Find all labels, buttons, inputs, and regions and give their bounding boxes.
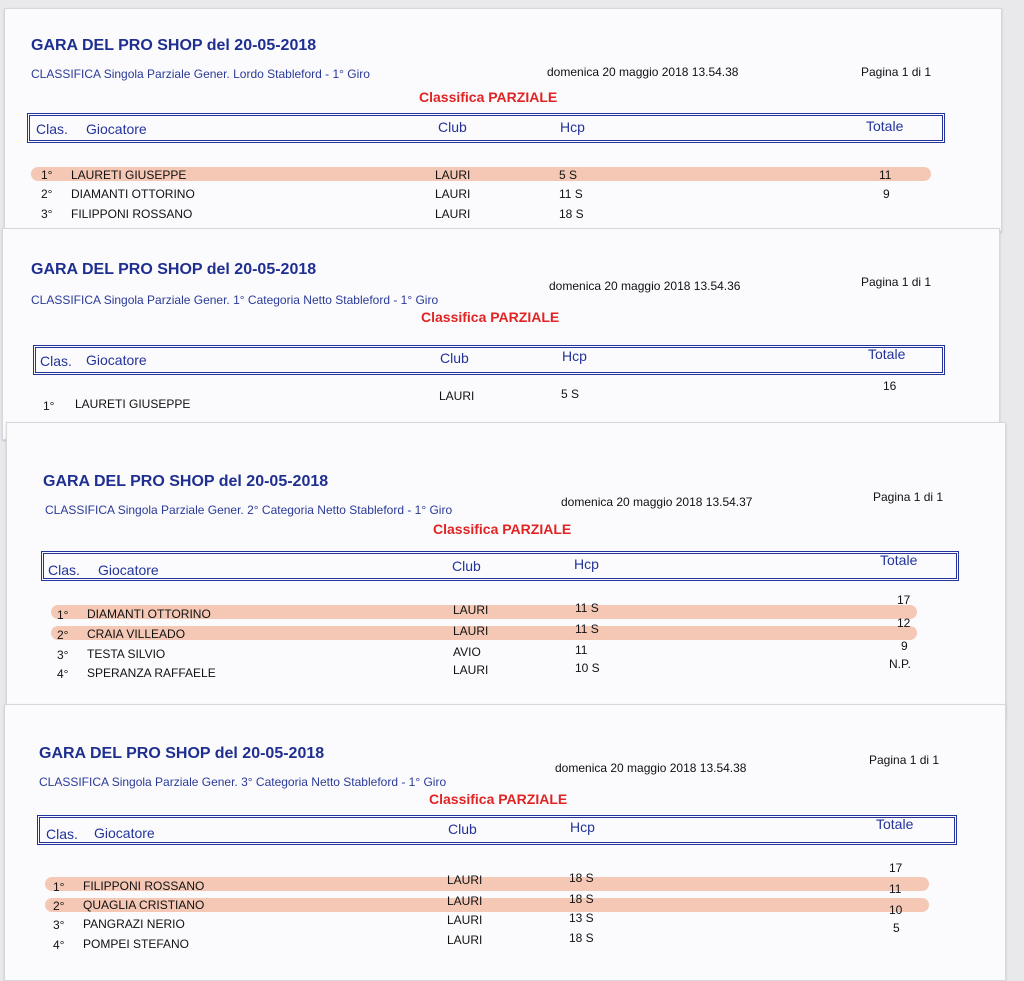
column-header-player: Giocatore <box>86 352 147 368</box>
table-row <box>7 616 1005 644</box>
table-header <box>27 113 945 143</box>
column-header-hcp: Hcp <box>560 119 585 135</box>
row-club: LAURI <box>453 663 489 677</box>
row-hcp: 18 S <box>559 207 584 221</box>
sheet-subtitle: CLASSIFICA Singola Parziale Gener. 3° Categoria Netto Stableford - 1° Giro <box>39 775 447 789</box>
sheet-title: GARA DEL PRO SHOP del 20-05-2018 <box>31 37 317 54</box>
column-header-player: Giocatore <box>86 121 147 137</box>
table-row <box>5 204 1001 224</box>
row-total: 11 <box>889 882 902 896</box>
row-player: FILIPPONI ROSSANO <box>71 207 193 221</box>
result-sheet-category-3 <box>4 704 1006 981</box>
row-position: 2° <box>53 899 65 913</box>
row-hcp: 5 S <box>559 168 578 182</box>
row-club: LAURI <box>435 168 471 182</box>
row-position: 1° <box>53 880 65 894</box>
sheet-datetime: domenica 20 maggio 2018 13.54.36 <box>549 279 741 293</box>
row-player: CRAIA VILLEADO <box>87 627 186 641</box>
row-player: LAURETI GIUSEPPE <box>75 397 191 411</box>
column-header-clas: Clas. <box>46 826 78 842</box>
row-player: TESTA SILVIO <box>87 647 166 661</box>
row-club: LAURI <box>435 187 471 201</box>
row-position: 2° <box>57 628 69 642</box>
row-player: FILIPPONI ROSSANO <box>83 879 205 893</box>
sheet-title: GARA DEL PRO SHOP del 20-05-2018 <box>31 261 317 278</box>
table-row <box>3 379 999 413</box>
sheet-datetime: domenica 20 maggio 2018 13.54.38 <box>555 761 747 775</box>
row-total: 5 <box>893 921 900 935</box>
row-total: 9 <box>901 639 908 653</box>
column-header-hcp: Hcp <box>562 348 587 364</box>
row-club: LAURI <box>447 873 483 887</box>
sheet-title: GARA DEL PRO SHOP del 20-05-2018 <box>39 745 325 762</box>
row-position: 4° <box>53 938 65 952</box>
row-position: 1° <box>41 168 53 182</box>
row-player: PANGRAZI NERIO <box>83 917 185 931</box>
column-header-total: Totale <box>876 816 914 832</box>
column-header-player: Giocatore <box>98 562 159 578</box>
section-heading: Classifica PARZIALE <box>421 309 560 325</box>
result-sheet-lordo <box>4 8 1002 232</box>
column-header-total: Totale <box>868 346 906 362</box>
column-header-clas: Clas. <box>40 353 72 369</box>
row-player: DIAMANTI OTTORINO <box>71 187 195 201</box>
table-row <box>7 639 1005 665</box>
section-heading: Classifica PARZIALE <box>429 791 568 807</box>
row-total: 10 <box>889 903 903 917</box>
table-header <box>41 551 959 581</box>
table-row <box>5 184 1001 204</box>
row-club: LAURI <box>447 913 483 927</box>
row-total: 17 <box>889 861 903 875</box>
table-header <box>33 345 945 375</box>
column-header-clas: Clas. <box>48 562 80 578</box>
sheet-title: GARA DEL PRO SHOP del 20-05-2018 <box>43 473 329 490</box>
column-header-player: Giocatore <box>94 825 155 841</box>
row-position: 2° <box>41 187 53 201</box>
row-club: LAURI <box>435 207 471 221</box>
row-position: 1° <box>57 608 69 622</box>
row-hcp: 10 S <box>575 661 600 675</box>
row-total: 11 <box>879 168 892 182</box>
sheet-page-number: Pagina 1 di 1 <box>873 490 944 504</box>
row-club: AVIO <box>453 645 481 659</box>
result-sheet-category-2 <box>6 422 1006 720</box>
sheet-datetime: domenica 20 maggio 2018 13.54.37 <box>561 495 753 509</box>
section-heading: Classifica PARZIALE <box>433 521 572 537</box>
row-club: LAURI <box>447 933 483 947</box>
sheet-subtitle: CLASSIFICA Singola Parziale Gener. 2° Categoria Netto Stableford - 1° Giro <box>45 503 453 517</box>
row-hcp: 13 S <box>569 911 594 925</box>
table-header <box>37 815 957 845</box>
row-hcp: 11 S <box>575 601 599 615</box>
row-hcp: 11 <box>575 643 588 657</box>
column-header-club: Club <box>452 558 481 574</box>
row-total: 16 <box>883 379 897 393</box>
row-hcp: 18 S <box>569 892 594 906</box>
row-hcp: 18 S <box>569 931 594 945</box>
sheet-page-number: Pagina 1 di 1 <box>861 275 932 289</box>
column-header-club: Club <box>438 119 467 135</box>
table-row <box>7 657 1005 685</box>
row-hcp: 11 S <box>559 187 583 201</box>
column-header-hcp: Hcp <box>570 819 595 835</box>
table-row <box>7 593 1005 623</box>
section-heading: Classifica PARZIALE <box>419 89 558 105</box>
row-player: LAURETI GIUSEPPE <box>71 168 187 182</box>
row-total: 12 <box>897 616 911 630</box>
row-club: LAURI <box>439 389 475 403</box>
row-hcp: 18 S <box>569 871 594 885</box>
table-row <box>5 165 1001 185</box>
row-position: 3° <box>53 918 65 932</box>
row-position: 1° <box>43 399 55 413</box>
row-hcp: 11 S <box>575 622 599 636</box>
column-header-total: Totale <box>880 552 918 568</box>
column-header-total: Totale <box>866 118 904 134</box>
row-total: 9 <box>883 187 890 201</box>
column-header-club: Club <box>448 821 477 837</box>
row-player: SPERANZA RAFFAELE <box>87 666 216 680</box>
sheet-page-number: Pagina 1 di 1 <box>861 65 932 79</box>
row-position: 3° <box>41 207 53 221</box>
result-sheet-category-1 <box>2 228 1000 440</box>
row-total: N.P. <box>889 657 911 671</box>
column-header-clas: Clas. <box>36 121 68 137</box>
sheet-subtitle: CLASSIFICA Singola Parziale Gener. Lordo Stableford - 1° Giro <box>31 67 370 81</box>
row-total: 17 <box>897 593 911 607</box>
row-club: LAURI <box>447 894 483 908</box>
row-player: QUAGLIA CRISTIANO <box>83 898 205 912</box>
row-club: LAURI <box>453 624 489 638</box>
row-position: 3° <box>57 648 69 662</box>
sheet-datetime: domenica 20 maggio 2018 13.54.38 <box>547 65 739 79</box>
row-position: 4° <box>57 667 69 681</box>
row-player: POMPEI STEFANO <box>83 937 190 951</box>
column-header-hcp: Hcp <box>574 556 599 572</box>
sheet-subtitle: CLASSIFICA Singola Parziale Gener. 1° Categoria Netto Stableford - 1° Giro <box>31 293 439 307</box>
row-club: LAURI <box>453 603 489 617</box>
column-header-club: Club <box>440 350 469 366</box>
row-player: DIAMANTI OTTORINO <box>87 607 211 621</box>
sheet-page-number: Pagina 1 di 1 <box>869 753 940 767</box>
row-hcp: 5 S <box>561 387 580 401</box>
table-row <box>5 861 1005 895</box>
